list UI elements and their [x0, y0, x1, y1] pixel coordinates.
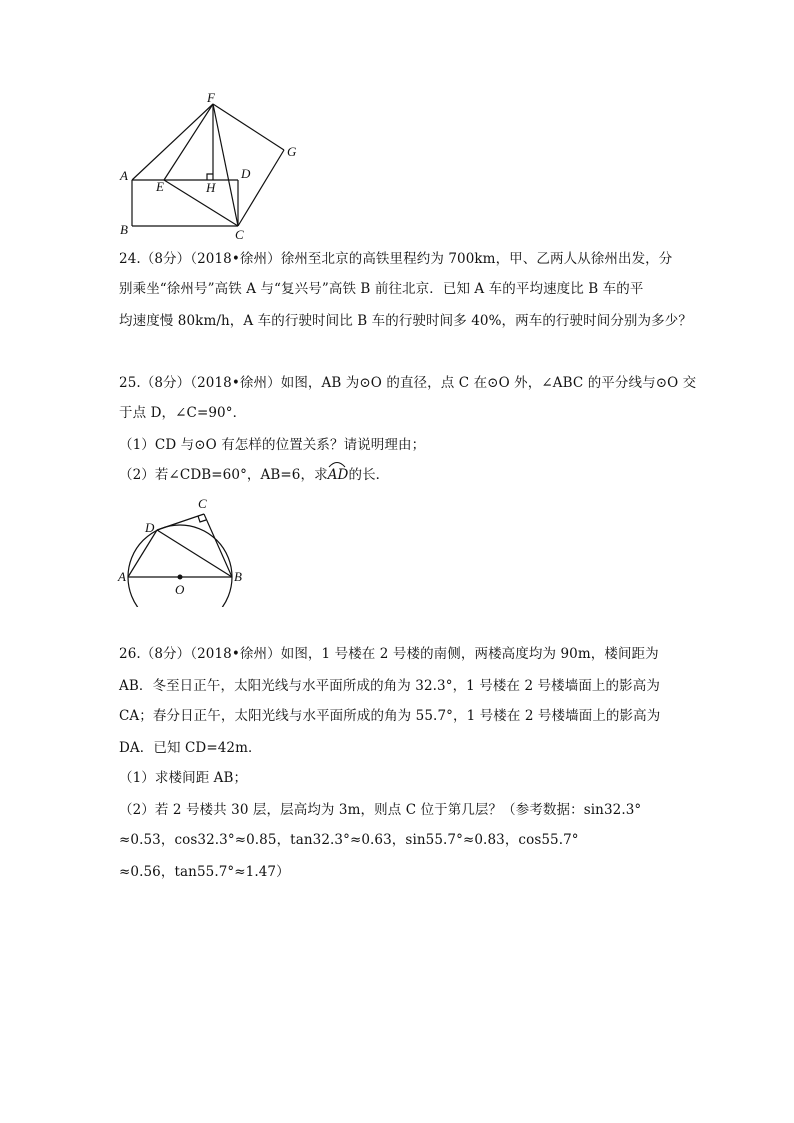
segment-EF: [164, 104, 213, 180]
segment-DB: [157, 530, 232, 577]
label-C: C: [235, 227, 244, 240]
q25-part-1: （1）CD 与⊙O 有怎样的位置关系？请说明理由；: [119, 437, 426, 453]
arc-symbol: [328, 460, 346, 468]
label-C: C: [198, 496, 207, 511]
q25-part-2-prefix: （2）若∠CDB=60°，AB=6，求: [119, 467, 328, 483]
geometry-figure-rectangle-square: [110, 90, 310, 240]
arc-AD: [328, 466, 349, 484]
q26-reference-data-2: ≈0.56，tan55.7°≈1.47）: [119, 864, 290, 880]
q26-part-1: （1）求楼间距 AB；: [119, 770, 248, 786]
segment-GC: [238, 150, 284, 226]
q24-line-2: 别乘坐“徐州号”高铁 A 与“复兴号”高铁 B 前往北京．已知 A 车的平均速度比 B 车的平: [119, 281, 644, 297]
label-E: E: [156, 179, 164, 194]
q26-part-2: （2）若 2 号楼共 30 层，层高均为 3m，则点 C 位于第几层？（参考数据：sin32.3°: [119, 802, 642, 818]
geometry-figure-circle: [112, 492, 262, 607]
q25-part-2: [119, 466, 389, 484]
label-O: O: [175, 582, 185, 597]
q26-reference-data-1: ≈0.53，cos32.3°≈0.85，tan32.3°≈0.63，sin55.7°≈0.83，cos55.7°: [119, 832, 579, 848]
q25-part-2-suffix: 的长．: [348, 467, 390, 483]
q25-line-1: 25.（8分）（2018•徐州）如图，AB 为⊙O 的直径，点 C 在⊙O 外，∠ABC 的平分线与⊙O 交: [119, 375, 697, 391]
q26-line-2: AB．冬至日正午，太阳光线与水平面所成的角为 32.3°，1 号楼在 2 号楼墙面上的影高为: [119, 678, 660, 694]
q26-line-3: CA；春分日正午，太阳光线与水平面所成的角为 55.7°，1 号楼在 2 号楼墙面上的影高为: [119, 708, 661, 724]
label-B: B: [120, 222, 128, 237]
label-D: D: [145, 520, 155, 535]
segment-FC: [213, 104, 238, 226]
q24-line-1: 24.（8分）（2018•徐州）徐州至北京的高铁里程约为 700km，甲、乙两人从徐州出发，分: [119, 251, 673, 267]
label-A: A: [120, 168, 128, 183]
figure2-svg: [112, 492, 262, 607]
label-B: B: [234, 569, 242, 584]
label-D: D: [241, 166, 251, 181]
segment-EC: [164, 180, 238, 226]
figure1-svg: [110, 90, 310, 240]
arc-label: AD: [327, 467, 349, 483]
segment-AD: [128, 530, 157, 577]
q26-line-1: 26.（8分）（2018•徐州）如图，1 号楼在 2 号楼的南侧，两楼高度均为 90m，楼间距为: [119, 646, 659, 662]
label-H: H: [206, 180, 216, 195]
label-G: G: [287, 144, 297, 159]
segment-AF: [132, 104, 213, 180]
q26-line-4: DA．已知 CD=42m．: [119, 740, 262, 756]
q24-line-3: 均速度慢 80km/h，A 车的行驶时间比 B 车的行驶时间多 40%，两车的行驶时间分别为多少？: [119, 313, 692, 329]
label-F: F: [207, 90, 215, 105]
label-A: A: [118, 569, 126, 584]
segment-FG: [213, 104, 284, 150]
center-point-O: [178, 575, 183, 580]
q25-line-2: 于点 D，∠C=90°．: [119, 405, 247, 421]
